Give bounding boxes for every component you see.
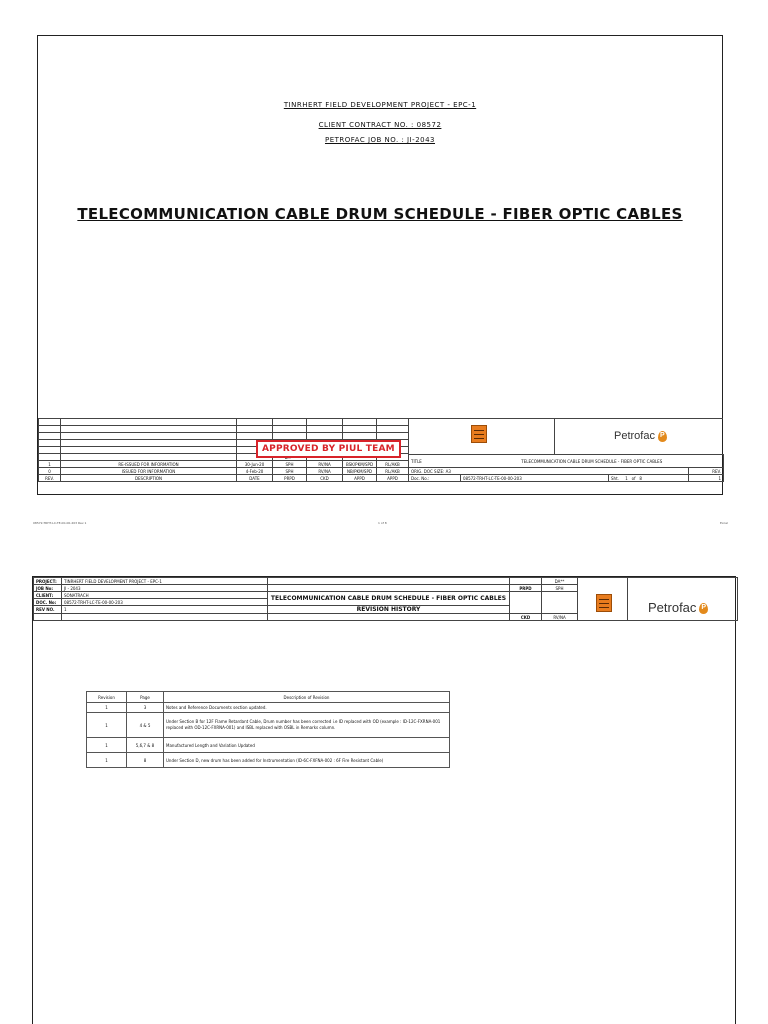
- petrofac-drop-icon: [699, 603, 708, 614]
- title-block-table: TITLE TELECOMMUNICATION CABLE DRUM SCHEDULE - FIBER OPTIC CABLES ORIG. DOC SIZE: A3 REV. Doc. No.: 08572-TRHT-LC-TE-00-00-203 Sht. 1 of 8 1: [408, 454, 724, 482]
- revision-history-sheet: [32, 576, 736, 1024]
- table-header-row: Revision Page Description of Revision: [87, 692, 450, 703]
- document-title: TELECOMMUNICATION CABLE DRUM SCHEDULE - FIBER OPTIC CABLES: [77, 205, 683, 223]
- document-number: 08572-TRHT-LC-TE-00-00-203: [461, 475, 609, 482]
- client-logo-icon: [596, 594, 612, 612]
- job-line: PETROFAC JOB NO. : JI-2043: [324, 136, 436, 144]
- project-line: TINRHERT FIELD DEVELOPMENT PROJECT - EPC-1: [283, 101, 477, 109]
- client-logo-cell: [578, 578, 628, 621]
- page-header: PROJECT: TINRHERT FIELD DEVELOPMENT PROJECT - EPC-1 DA** PetrofacP JOB No: JI - 2043 PRPD SPH CLIENT: SONATRACH TELECOMMUNICATION CABLE DRUM SCHEDULE - FIBER OPTIC CABLES DOC. No: 08572-TRHT-LC-TE-00-00-203 REV NO. 1 REVISION HISTORY CKD RV/NA: [33, 577, 738, 621]
- contract-line: CLIENT CONTRACT NO. : 08572: [318, 121, 442, 129]
- table-row: 1 4 & 5 Under Section B for 12F Flame Retardant Cable, Drum number has been corrected i.e ID replaced with OD (example : ID-12C-FXRNA-001 replaced with OD-12C-FXRNA-001) and ISBL replaced with OSBL in Remarks column.: [87, 713, 450, 738]
- petrofac-logo: PetrofacP: [648, 600, 708, 615]
- revision-row: 1 RE-ISSUED FOR INFORMATION 30-Jun-20 SPH RV/NA BSK/PKM/SPD RL/AKB: [39, 461, 409, 468]
- table-row: 1 5,6,7 & 8 Manufactured Length and Variation Updated: [87, 738, 450, 753]
- table-row: 1 3 Notes and Reference Documents section updated.: [87, 703, 450, 713]
- header-subtitle: REVISION HISTORY: [268, 606, 510, 614]
- footer-center: 1 of 8: [378, 521, 387, 525]
- table-row: 1 8 Under Section D, new drum has been added for Instrumentation (ID-6C-FXFNA-002 : 6F Fire Resistant Cable): [87, 753, 450, 768]
- title-block-logos: [408, 418, 723, 455]
- title-block-title: TELECOMMUNICATION CABLE DRUM SCHEDULE - FIBER OPTIC CABLES: [461, 455, 724, 468]
- petrofac-logo: PetrofacP: [614, 430, 667, 442]
- petrofac-drop-icon: [658, 431, 667, 442]
- revision-history-table: [86, 691, 450, 768]
- revision-header-row: REV. DESCRIPTION DATE PRPD CKD APPD APPD: [39, 475, 409, 482]
- revision-row: 0 ISSUED FOR INFORMATION 4-Feb-20 SPH RV/NA NB/PKM/SPD RL/AKB: [39, 468, 409, 475]
- approval-stamp: APPROVED BY PIUL TEAM: [256, 440, 401, 458]
- cover-sheet: [37, 35, 723, 495]
- footer-left: 08572-TRHT-LC-TE-00-00-203 Rev 1: [33, 521, 87, 525]
- petrofac-logo-cell: [628, 578, 738, 621]
- header-title: TELECOMMUNICATION CABLE DRUM SCHEDULE - FIBER OPTIC CABLES: [268, 592, 510, 606]
- client-logo-icon: [471, 425, 487, 443]
- footer-right: Excel: [720, 521, 728, 525]
